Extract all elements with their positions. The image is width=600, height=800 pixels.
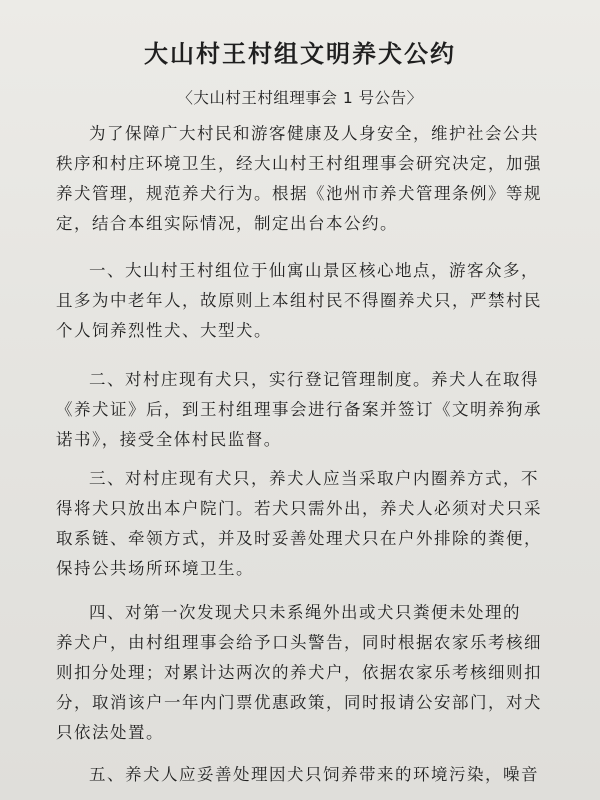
text-line: 诺书》，接受全体村民监督。 [56, 430, 282, 449]
paragraph-clause-5 [56, 760, 556, 790]
text-line: 为了保障广大村民和游客健康及人身安全，维护社会公共 [89, 124, 539, 143]
text-line: 分，取消该户一年内门票优惠政策，同时报请公安部门，对犬 [56, 693, 542, 712]
paragraph-clause-4 [56, 598, 556, 748]
text-line: 养犬管理，规范养犬行为。根据《池州市养犬管理条例》等规 [56, 184, 542, 203]
notice-subtitle: 〈大山村王村组理事会 1 号公告〉 [177, 89, 423, 107]
notice-title: 大山村王村组文明养犬公约 [144, 40, 456, 68]
text-line: 三、对村庄现有犬只，养犬人应当采取户内圈养方式，不 [89, 469, 539, 488]
text-line: 取系链、牵领方式，并及时妥善处理犬只在户外排除的粪便， [56, 529, 542, 548]
text-line: 则扣分处理；对累计达两次的养犬户，依据农家乐考核细则扣 [56, 663, 542, 682]
text-line: 二、对村庄现有犬只，实行登记管理制度。养犬人在取得 [89, 370, 539, 389]
text-line: 四、对第一次发现犬只未系绳外出或犬只粪便未处理的 [89, 603, 521, 622]
text-line: 一、大山村王村组位于仙寓山景区核心地点，游客众多， [89, 261, 539, 280]
text-line: 秩序和村庄环境卫生，经大山村王村组理事会研究决定，加强 [56, 154, 542, 173]
paragraph-clause-3 [56, 464, 556, 584]
text-line: 保持公共场所环境卫生。 [56, 559, 254, 578]
paragraph-clause-1 [56, 256, 556, 346]
text-line: 养犬户，由村组理事会给予口头警告，同时根据农家乐考核细 [56, 633, 542, 652]
text-line: 得将犬只放出本户院门。若犬只需外出，养犬人必须对犬只采 [56, 499, 542, 518]
paragraph-clause-2 [56, 365, 556, 455]
text-line: 个人饲养烈性犬、大型犬。 [56, 321, 272, 340]
text-line: 定，结合本组实际情况，制定出台本公约。 [56, 214, 398, 233]
text-line: 五、养犬人应妥善处理因犬只饲养带来的环境污染，噪音 [89, 765, 539, 784]
paragraph-preamble [56, 119, 556, 239]
text-line: 且多为中老年人，故原则上本组村民不得圈养犬只，严禁村民 [56, 291, 542, 310]
text-line: 《养犬证》后，到王村组理事会进行备案并签订《文明养狗承 [56, 400, 542, 419]
text-line: 只依法处置。 [56, 723, 164, 742]
